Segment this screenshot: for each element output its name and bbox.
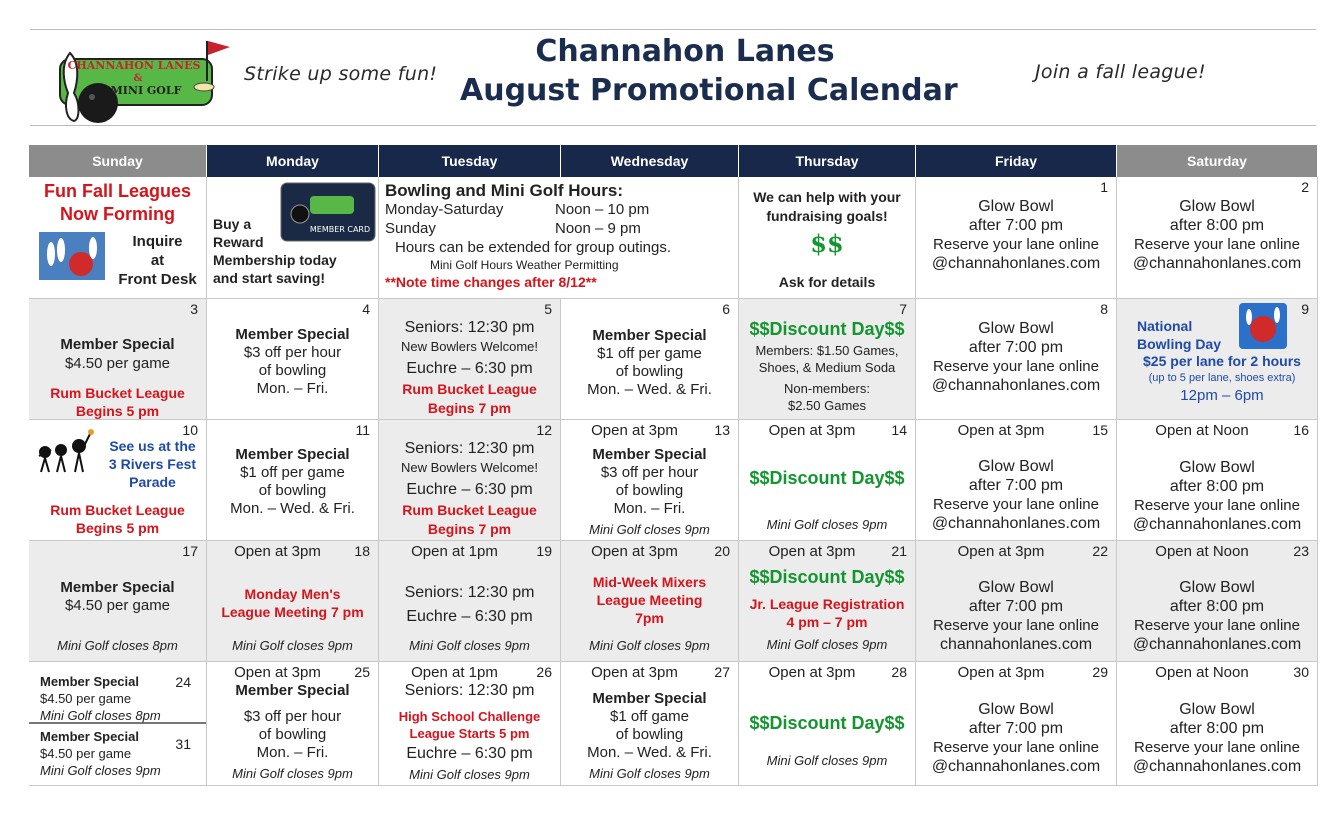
day-cell-29: Open at 3pm 29 Glow Bowl after 7:00 pm Reserve your lane online @channahonlanes.com — [916, 662, 1117, 786]
day-cell-28: Open at 3pm 28 $$Discount Day$$ Mini Golf closes 9pm — [739, 662, 916, 786]
parade-figures-icon — [35, 426, 95, 476]
day-cell-18: Open at 3pm 18 Monday Men's League Meeting 7 pm Mini Golf closes 9pm — [207, 541, 379, 662]
day-cell-21: Open at 3pm 21 $$Discount Day$$ Jr. League Registration 4 pm – 7 pm Mini Golf closes 9pm — [739, 541, 916, 662]
page-title: Channahon Lanes August Promotional Calendar — [460, 34, 958, 108]
day-cell-2: 2 Glow Bowl after 8:00 pm Reserve your lane online @channahonlanes.com — [1117, 177, 1318, 299]
svg-text:CHANNAHON LANES: CHANNAHON LANES — [67, 59, 201, 72]
weekday-saturday: Saturday — [1117, 145, 1318, 177]
day-cell-9: 9 National Bowling Day $25 per lane for 2 hours (up to 5 per lane, shoes extra) 12pm – 6pm — [1117, 299, 1318, 420]
day-cell-hours-info: Bowling and Mini Golf Hours: Monday-Saturday Noon – 10 pm Sunday Noon – 9 pm Hours can be extended for group outings. Mini Golf Hours Weather Permitting **Note time changes after 8/12** — [379, 177, 739, 299]
svg-text:MINI GOLF: MINI GOLF — [110, 84, 182, 97]
day-cell-27: Open at 3pm 27 Member Special $1 off game of bowling Mon. – Wed. & Fri. Mini Golf closes 9pm — [561, 662, 739, 786]
day-cell-10: 10 See us at the 3 Rivers Fest Parade Rum Bucket League Begins 5 pm — [29, 420, 207, 541]
day-cell-11: 11 Member Special $1 off per game of bowling Mon. – Wed. & Fri. — [207, 420, 379, 541]
day-cell-24-31 — [29, 662, 207, 786]
day-cell-4: 4 Member Special $3 off per hour of bowling Mon. – Fri. — [207, 299, 379, 420]
day-cell-24: 24 Member Special $4.50 per game Mini Golf closes 8pm — [29, 662, 207, 724]
svg-text:&: & — [133, 73, 143, 84]
day-cell-7: 7 $$Discount Day$$ Members: $1.50 Games, Shoes, & Medium Soda Non-members: $2.50 Games — [739, 299, 916, 420]
day-cell-1: 1 Glow Bowl after 7:00 pm Reserve your lane online @channahonlanes.com — [916, 177, 1117, 299]
weekday-monday: Monday — [207, 145, 379, 177]
bowling-pins-icon — [39, 232, 105, 280]
money-icon: $$ — [810, 229, 844, 258]
day-cell-20: Open at 3pm 20 Mid-Week Mixers League Meeting 7pm Mini Golf closes 9pm — [561, 541, 739, 662]
weekday-header-row — [29, 145, 1318, 177]
weekday-thursday: Thursday — [739, 145, 916, 177]
channahon-lanes-logo — [58, 33, 238, 125]
calendar-grid — [29, 145, 1318, 786]
tagline-strike: Strike up some fun! — [244, 63, 438, 85]
day-cell-13: Open at 3pm 13 Member Special $3 off per hour of bowling Mon. – Fri. Mini Golf closes 9pm — [561, 420, 739, 541]
day-cell-8: 8 Glow Bowl after 7:00 pm Reserve your lane online @channahonlanes.com — [916, 299, 1117, 420]
day-cell-monday-membership: MEMBER CARD Buy a Reward Membership today and start saving! — [207, 177, 379, 299]
day-cell-30: Open at Noon 30 Glow Bowl after 8:00 pm Reserve your lane online @channahonlanes.com — [1117, 662, 1318, 786]
day-cell-26: Open at 1pm 26 Seniors: 12:30 pm High School Challenge League Starts 5 pm Euchre – 6:30 pm Mini Golf closes 9pm — [379, 662, 561, 786]
day-cell-3: 3 Member Special $4.50 per game Rum Bucket League Begins 5 pm — [29, 299, 207, 420]
tagline-fall-league: Join a fall league! — [1035, 61, 1206, 83]
day-cell-5: 5 Seniors: 12:30 pm New Bowlers Welcome! Euchre – 6:30 pm Rum Bucket League Begins 7 pm — [379, 299, 561, 420]
day-cell-15: Open at 3pm 15 Glow Bowl after 7:00 pm Reserve your lane online @channahonlanes.com — [916, 420, 1117, 541]
day-cell-22: Open at 3pm 22 Glow Bowl after 7:00 pm Reserve your lane online channahonlanes.com — [916, 541, 1117, 662]
day-cell-31: 31 Member Special $4.50 per game Mini Golf closes 9pm — [40, 729, 191, 778]
day-cell-14: Open at 3pm 14 $$Discount Day$$ Mini Golf closes 9pm — [739, 420, 916, 541]
weekday-wednesday: Wednesday — [561, 145, 739, 177]
day-cell-fundraising: We can help with your fundraising goals! $$ Ask for details — [739, 177, 916, 299]
svg-text:MEMBER CARD: MEMBER CARD — [309, 225, 371, 234]
day-cell-19: Open at 1pm 19 Seniors: 12:30 pm Euchre – 6:30 pm Mini Golf closes 9pm — [379, 541, 561, 662]
bowling-ball-icon — [1239, 303, 1287, 349]
day-cell-6: 6 Member Special $1 off per game of bowling Mon. – Wed. & Fri. — [561, 299, 739, 420]
day-cell-17: 17 Member Special $4.50 per game Mini Golf closes 8pm — [29, 541, 207, 662]
weekday-friday: Friday — [916, 145, 1117, 177]
calendar-header — [30, 29, 1316, 126]
day-cell-25: Open at 3pm 25 Member Special $3 off per hour of bowling Mon. – Fri. Mini Golf closes 9pm — [207, 662, 379, 786]
weekday-sunday: Sunday — [29, 145, 207, 177]
day-cell-12: 12 Seniors: 12:30 pm New Bowlers Welcome! Euchre – 6:30 pm Rum Bucket League Begins 7 pm — [379, 420, 561, 541]
day-cell-16: Open at Noon 16 Glow Bowl after 8:00 pm Reserve your lane online @channahonlanes.com — [1117, 420, 1318, 541]
weekday-tuesday: Tuesday — [379, 145, 561, 177]
day-cell-23: Open at Noon 23 Glow Bowl after 8:00 pm Reserve your lane online @channahonlanes.com — [1117, 541, 1318, 662]
day-cell-sunday-leagues: Fun Fall Leagues Now Forming Inquire at Front Desk — [29, 177, 207, 299]
